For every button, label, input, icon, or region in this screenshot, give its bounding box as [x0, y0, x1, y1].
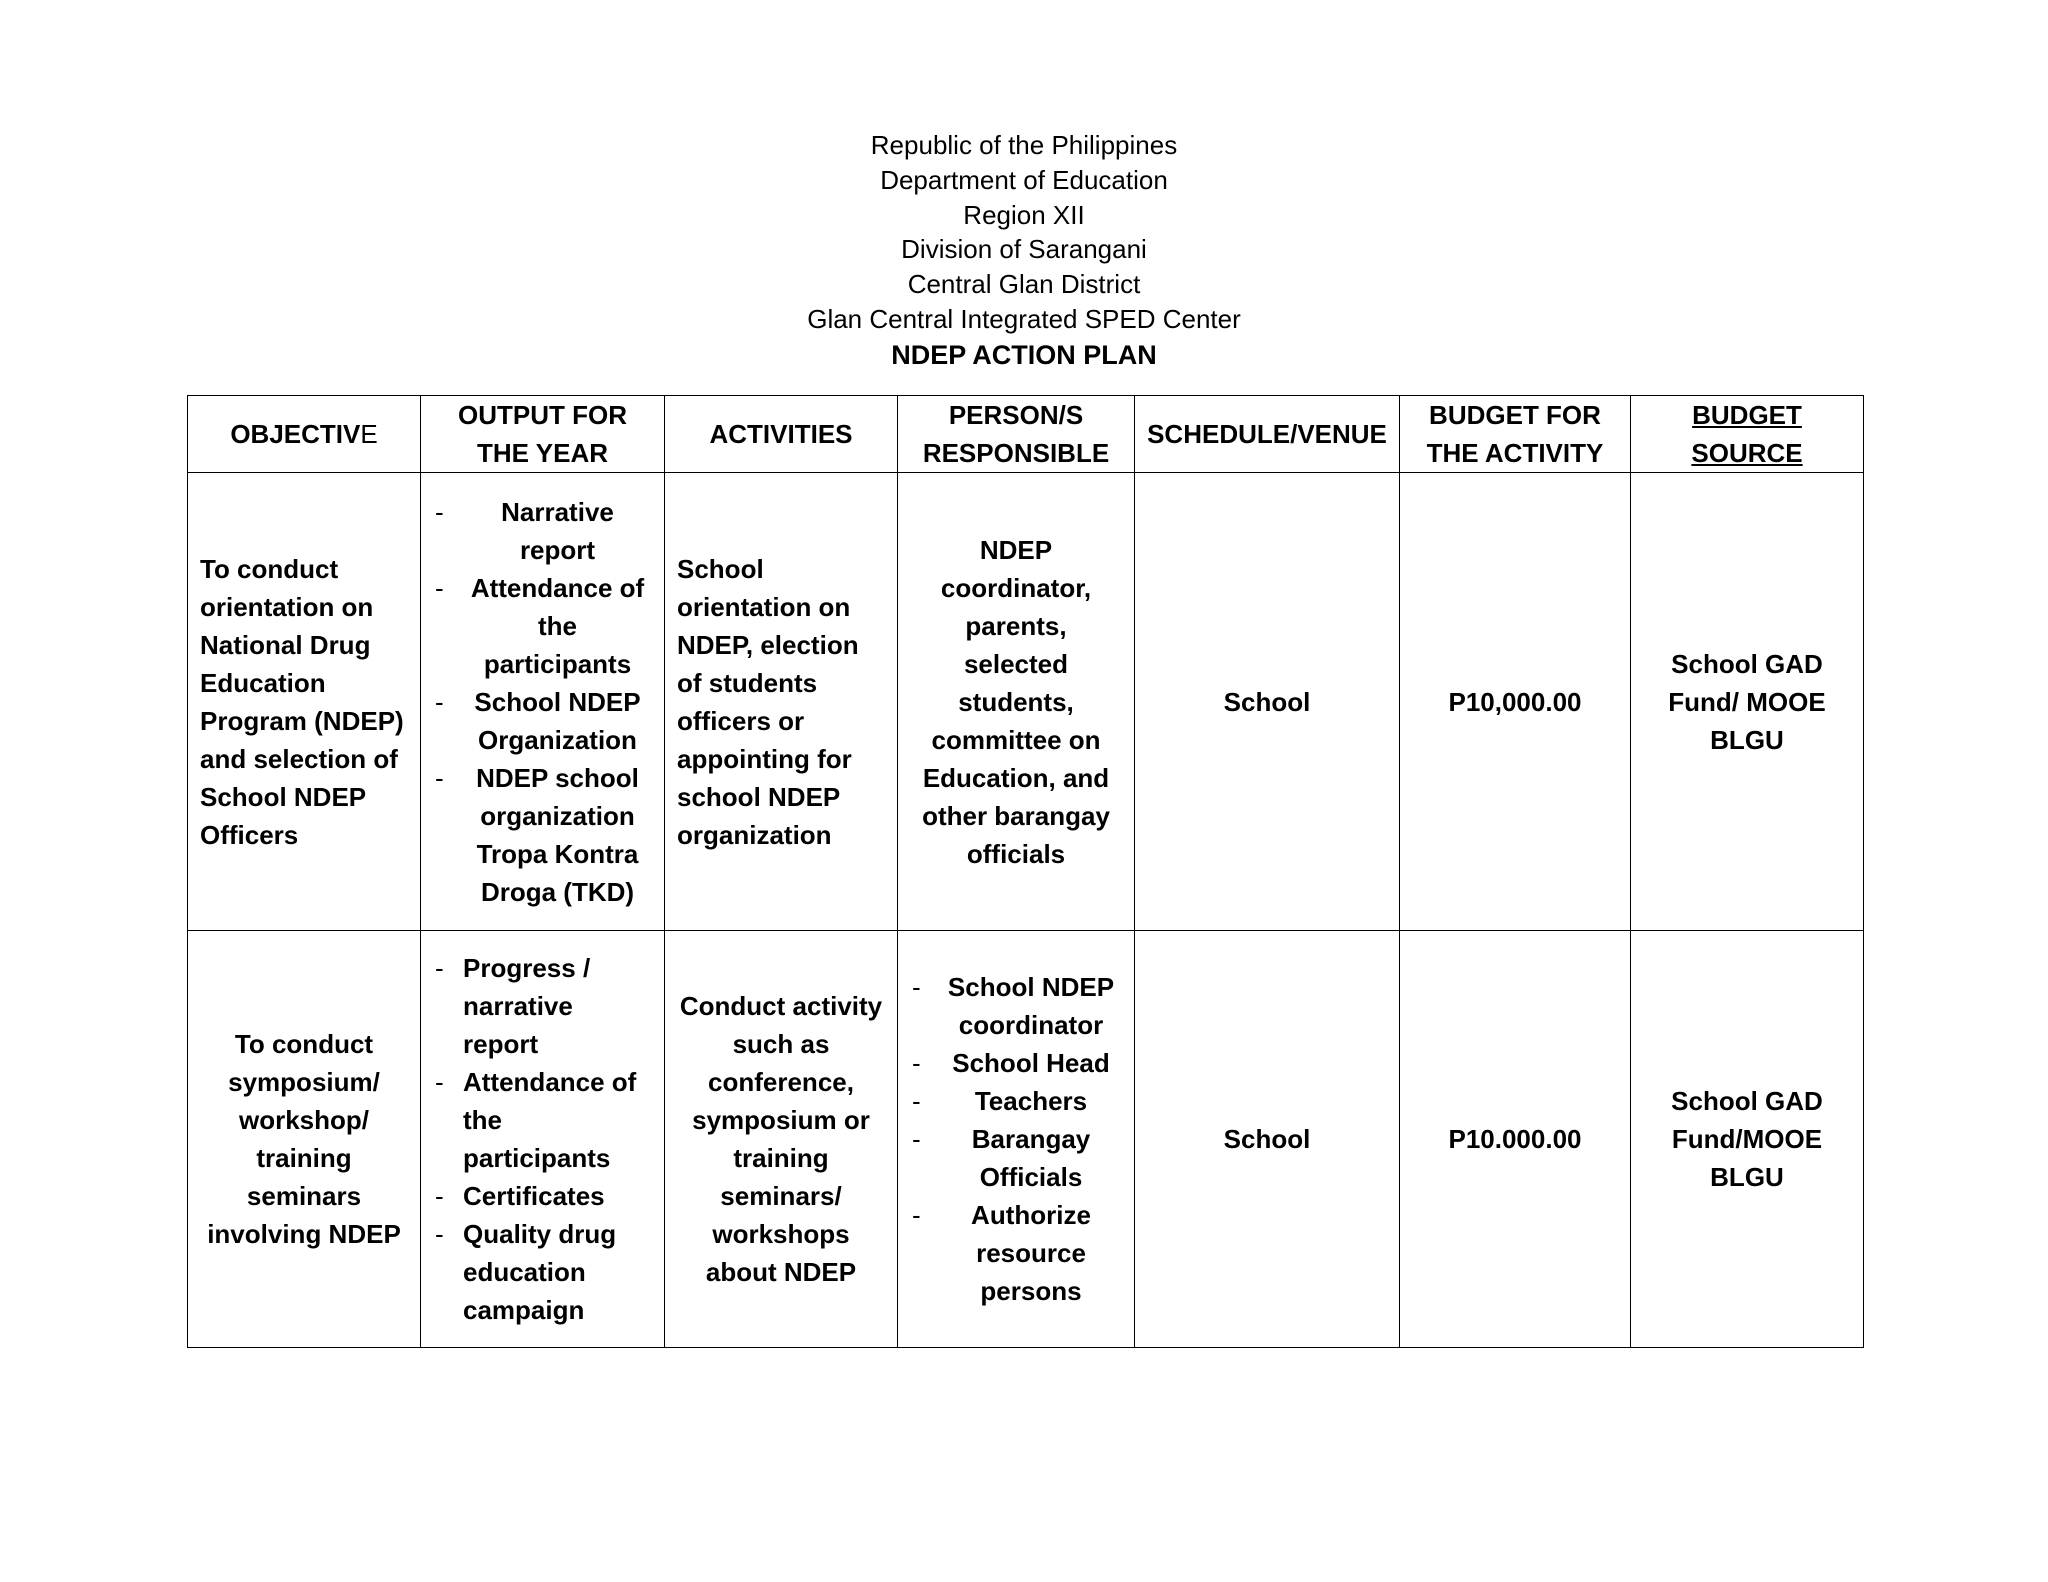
dash-bullet: - — [435, 572, 444, 603]
cell-activities: Conduct activity such as conference, symposium or training seminars/ workshops about NDEP — [665, 931, 898, 1348]
list-item — [433, 759, 652, 911]
action-plan-table — [187, 395, 1864, 1348]
list-item-text: Teachers — [974, 1086, 1088, 1116]
column-header-persons: PERSON/S RESPONSIBLE — [898, 396, 1135, 473]
table-row — [188, 473, 1864, 931]
column-header-budget: BUDGET FOR THE ACTIVITY — [1400, 396, 1631, 473]
column-header-objective-last: E — [360, 419, 378, 449]
list-item-text: NDEP school organization Tropa Kontra Droga (TKD) — [476, 762, 639, 907]
output-list — [433, 949, 652, 1329]
dash-bullet: - — [435, 496, 444, 527]
header-country: Republic of the Philippines — [870, 130, 1178, 160]
list-item-text: Quality drug education campaign — [463, 1219, 617, 1325]
column-header-objective — [188, 396, 421, 473]
cell-schedule: School — [1135, 931, 1400, 1348]
table-header-row — [188, 396, 1864, 473]
persons-list — [910, 968, 1122, 1310]
column-header-source — [1631, 396, 1864, 473]
dash-bullet: - — [435, 1219, 444, 1249]
list-item-text: Authorize resource persons — [971, 1200, 1091, 1306]
list-item-text: Narrative report — [501, 496, 614, 565]
column-header-activities: ACTIVITIES — [665, 396, 898, 473]
cell-persons: NDEP coordinator, parents, selected students, committee on Education, and other barangay officials — [898, 473, 1135, 931]
cell-outputs — [421, 931, 665, 1348]
cell-source: School GAD Fund/MOOE BLGU — [1631, 931, 1864, 1348]
column-header-objective-main: OBJECTIV — [230, 419, 361, 449]
table-row — [188, 931, 1864, 1348]
list-item-text: Certificates — [463, 1181, 605, 1211]
dash-bullet: - — [435, 1181, 444, 1211]
cell-source: School GAD Fund/ MOOE BLGU — [1631, 473, 1864, 931]
list-item-text: Attendance of the participants — [470, 572, 645, 679]
list-item — [433, 683, 652, 759]
cell-persons — [898, 931, 1135, 1348]
dash-bullet: - — [435, 1067, 444, 1097]
list-item-text: Barangay Officials — [971, 1124, 1091, 1192]
list-item — [433, 1063, 652, 1177]
cell-outputs — [421, 473, 665, 931]
header-school: Glan Central Integrated SPED Center — [807, 303, 1241, 334]
list-item — [433, 569, 652, 683]
list-item-text: Attendance of the participants — [463, 1067, 637, 1173]
list-item — [910, 1196, 1122, 1310]
list-item — [910, 1082, 1122, 1120]
column-header-schedule: SCHEDULE/VENUE — [1135, 396, 1400, 473]
list-item — [433, 1215, 652, 1329]
cell-budget: P10,000.00 — [1400, 473, 1631, 931]
list-item-text: School NDEP coordinator — [947, 972, 1115, 1040]
dash-bullet: - — [912, 1200, 921, 1230]
list-item — [433, 493, 652, 569]
column-header-output: OUTPUT FOR THE YEAR — [421, 396, 665, 473]
dash-bullet: - — [435, 686, 444, 717]
cell-activities: School orientation on NDEP, election of students officers or appointing for school NDEP organization — [665, 473, 898, 931]
header-region: Region XII — [963, 199, 1085, 230]
cell-objective: To conduct symposium/ workshop/ training seminars involving NDEP — [188, 931, 421, 1348]
cell-objective: To conduct orientation on National Drug Education Program (NDEP) and selection of School NDEP Officers — [188, 473, 421, 931]
header-division: Division of Sarangani — [901, 234, 1147, 265]
dash-bullet: - — [435, 762, 444, 793]
list-item — [910, 968, 1122, 1044]
list-item — [433, 1177, 652, 1215]
output-list — [433, 493, 652, 911]
document-title: NDEP ACTION PLAN — [891, 339, 1157, 370]
header-district: Central Glan District — [907, 269, 1141, 300]
cell-budget: P10.000.00 — [1400, 931, 1631, 1348]
list-item-text: School NDEP Organization — [474, 686, 641, 755]
dash-bullet: - — [912, 972, 921, 1002]
list-item — [433, 949, 652, 1063]
header-department: Department of Education — [880, 164, 1168, 195]
list-item — [910, 1044, 1122, 1082]
dash-bullet: - — [912, 1048, 921, 1078]
list-item — [910, 1120, 1122, 1196]
dash-bullet: - — [912, 1086, 921, 1116]
column-header-source-label: BUDGET SOURCE — [1691, 400, 1803, 468]
list-item-text: Progress / narrative report — [463, 953, 591, 1059]
dash-bullet: - — [912, 1124, 921, 1154]
cell-schedule: School — [1135, 473, 1400, 931]
dash-bullet: - — [435, 953, 444, 983]
document-header — [0, 128, 2048, 373]
list-item-text: School Head — [952, 1048, 1110, 1078]
